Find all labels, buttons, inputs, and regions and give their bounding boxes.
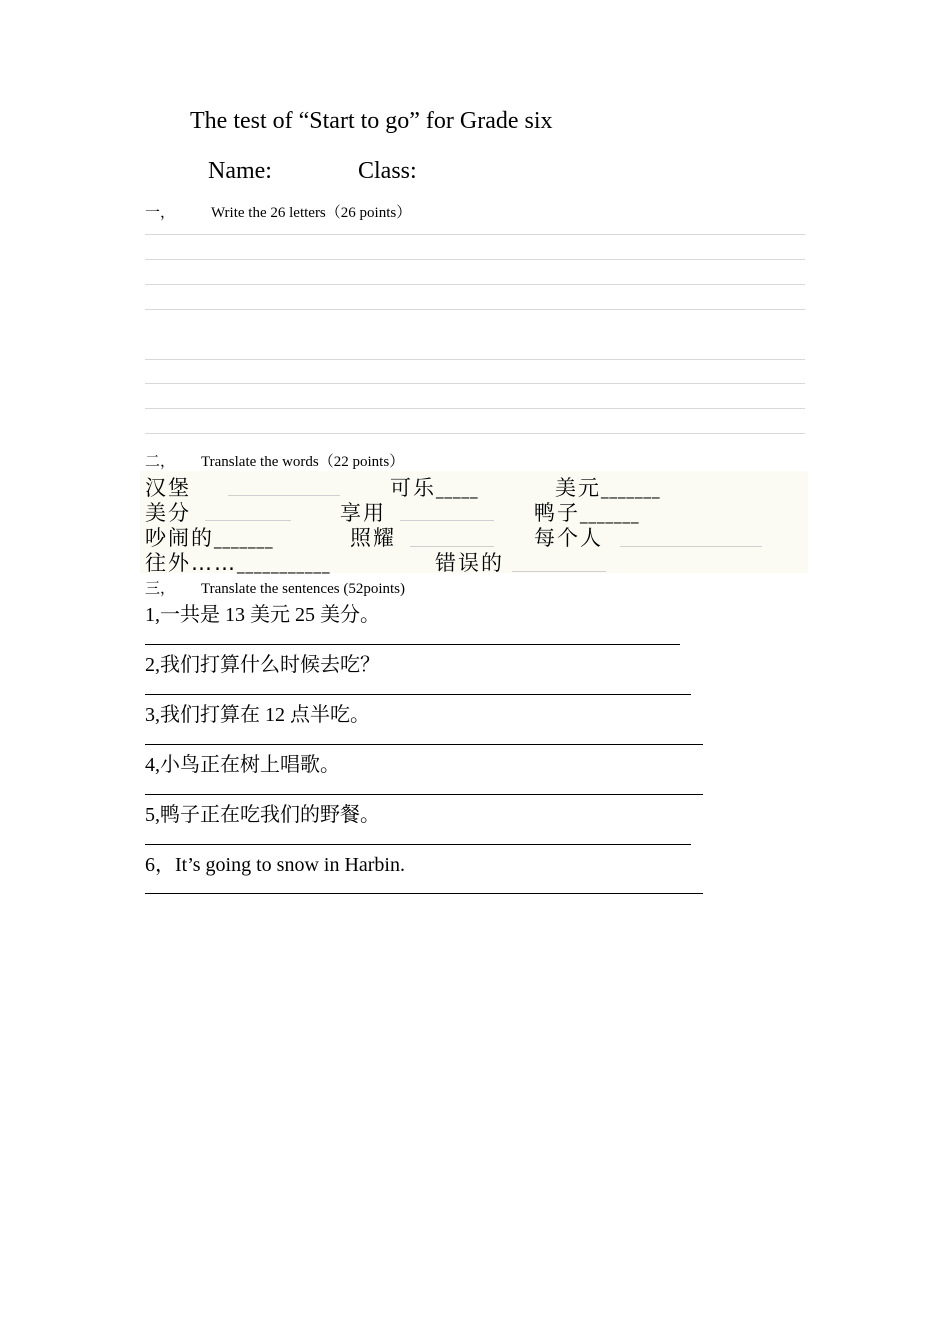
sentence-2: 2,我们打算什么时候去吃？ <box>145 654 380 676</box>
answer-blank[interactable] <box>228 495 340 496</box>
page-title: The test of “Start to go” for Grade six <box>190 108 553 134</box>
class-label: Class: <box>358 158 417 184</box>
vocab-wangwai: 往外……___________ <box>145 551 331 575</box>
sentence-3: 3,我们打算在 12 点半吃。 <box>145 704 370 726</box>
name-label: Name: <box>208 158 272 184</box>
vocab-meiyuan: 美元_______ <box>555 476 661 500</box>
answer-line[interactable] <box>145 844 691 845</box>
section-1-heading <box>145 201 411 222</box>
vocab-meigeren: 每个人 <box>534 526 603 550</box>
answer-line[interactable] <box>145 893 703 894</box>
section-3-heading <box>145 577 405 598</box>
answer-line[interactable] <box>145 644 680 645</box>
writing-line[interactable] <box>145 309 805 310</box>
writing-line[interactable] <box>145 259 805 260</box>
answer-line[interactable] <box>145 694 691 695</box>
vocab-cuowu: 错误的 <box>435 551 504 575</box>
sentence-1: 1,一共是 13 美元 25 美分。 <box>145 604 380 626</box>
vocab-yazi: 鸭子_______ <box>534 501 640 525</box>
vocab-xiangyong: 享用 <box>340 501 386 525</box>
sentence-5: 5,鸭子正在吃我们的野餐。 <box>145 804 380 826</box>
writing-line[interactable] <box>145 383 805 384</box>
sentence-4: 4,小鸟正在树上唱歌。 <box>145 754 340 776</box>
sentence-6: 6，It’s going to snow in Harbin. <box>145 854 405 876</box>
answer-blank[interactable] <box>205 520 291 521</box>
writing-line[interactable] <box>145 433 805 434</box>
vocab-chaonao: 吵闹的_______ <box>145 526 274 550</box>
writing-line[interactable] <box>145 284 805 285</box>
answer-blank[interactable] <box>620 546 762 547</box>
vocab-kele: 可乐_____ <box>390 476 479 500</box>
section-3-number: 三， <box>145 581 176 597</box>
answer-line[interactable] <box>145 794 703 795</box>
section-2-heading <box>145 450 404 471</box>
writing-line[interactable] <box>145 408 805 409</box>
section-2-text: Translate the words（22 points） <box>201 454 405 470</box>
answer-blank[interactable] <box>512 571 606 572</box>
section-2-number: 二， <box>145 454 176 470</box>
vocab-hanbao: 汉堡 <box>145 476 191 500</box>
section-3-text: Translate the sentences (52points) <box>201 581 405 597</box>
answer-line[interactable] <box>145 744 703 745</box>
answer-blank[interactable] <box>400 520 494 521</box>
writing-line[interactable] <box>145 234 805 235</box>
writing-line[interactable] <box>145 359 805 360</box>
section-1-number: 一， <box>145 205 176 221</box>
vocab-zhaoyao: 照耀 <box>350 526 396 550</box>
section-1-text: Write the 26 letters（26 points） <box>211 205 412 221</box>
vocab-meifen: 美分 <box>145 501 191 525</box>
